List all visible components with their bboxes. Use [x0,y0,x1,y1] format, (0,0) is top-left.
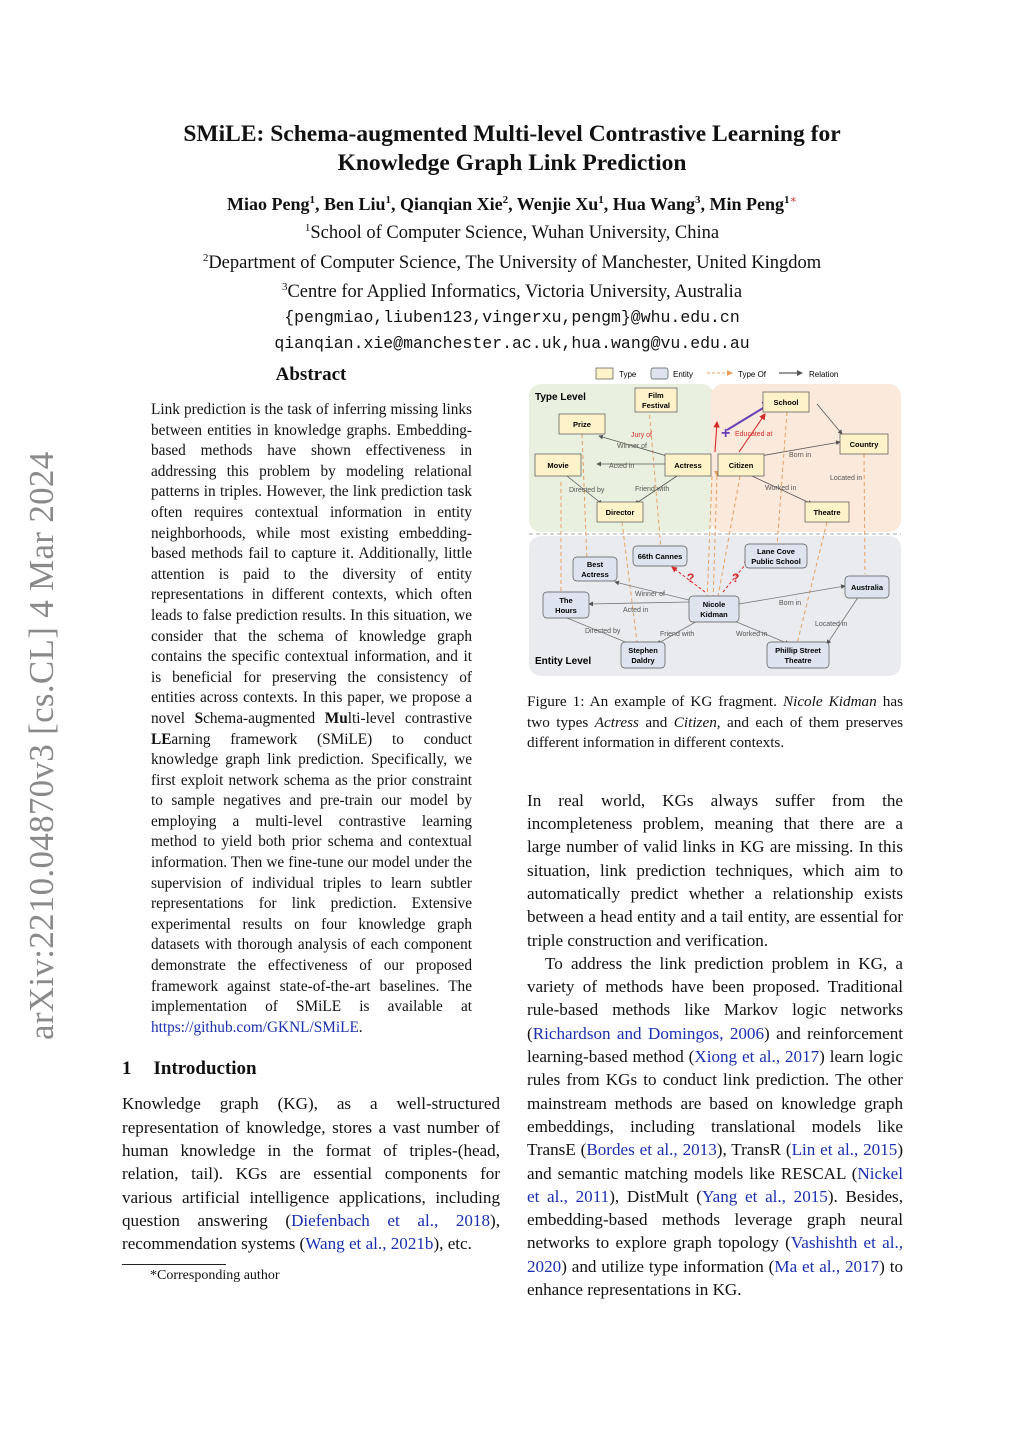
legend-type-of: Type Of [738,370,767,379]
node-label: The [559,596,573,605]
section-heading [122,1058,500,1080]
citation-link[interactable]: Xiong et al., 2017 [694,1047,820,1067]
cross-mark: + [721,425,731,442]
node-label: Lane Cove [757,547,795,556]
legend-type-swatch [596,368,613,379]
left-column [122,364,500,1284]
edge-label: Born in [779,600,802,607]
edge-label: Directed by [585,628,621,635]
node-label: Hours [555,606,577,615]
node-label: Public School [751,557,801,566]
paper-header [120,120,904,357]
edge-label: Acted in [623,607,649,614]
node-label: School [773,398,799,407]
citation-link[interactable]: Vashishth et al., 2020 [527,1233,903,1276]
edge-label: Friend with [660,631,695,638]
node-label: Best [586,560,604,569]
node-label: Daldry [631,656,655,665]
section-number: 1 [122,1058,132,1080]
node-label: Stephen [628,646,658,655]
edge-label: Winner of [635,591,665,598]
right-column [527,364,903,1301]
node-label: Country [849,440,879,449]
edge-label: Educated at [735,431,773,438]
edge-label: Worked in [736,631,768,638]
node-label: Director [605,508,635,517]
edge-label: Friend with [635,486,670,493]
legend-entity-swatch [651,368,668,379]
edge-label: Located in [830,475,863,482]
arxiv-identifier: arXiv:2210.04870v3 [cs.CL] 4 Mar 2024 [22,451,61,1040]
edge-label: Acted in [609,463,635,470]
edge-label: Located in [815,621,848,628]
edge-label: Winner of [617,443,647,450]
citation-link[interactable]: Richardson and Domingos, 2006 [532,1023,765,1043]
paragraph: In real world, KGs always suffer from the incompleteness problem, meaning that there are a large number of valid links in KG are missing. In this situation, link prediction techniques, which aim to automatically predict whether a relationship exists between a head entity and a tail entity, are essential for triple construction and verification. [527,790,903,950]
node-label: Film [648,391,664,400]
author: Min Peng$^{1∗}$ [709,194,797,214]
affiliation: $^2$Department of Computer Science, The University of Manchester, United Kingdom [202,251,822,273]
citation-link[interactable]: Bordes et al., 2013 [586,1140,717,1160]
citation-link[interactable]: Ma et al., 2017 [774,1256,880,1276]
citation-link[interactable]: Diefenbach et al., 2018 [291,1210,491,1230]
entity-level-label: Entity Level [535,656,592,667]
node-label: Kidman [700,610,728,619]
paper-title [120,120,904,178]
email-line: {pengmiao,liuben123,vingerxu,pengm}@whu.edu.cn [284,307,740,327]
author: Miao Peng$^1$ [227,194,316,214]
author: Hua Wang$^3$ [612,194,701,214]
node-label: Prize [573,420,591,429]
node-label: Theatre [813,508,841,517]
intro-paragraph: Knowledge graph (KG), as a well-structured representation of knowledge, stores a vast number of human knowledge in the format of triples-(head, relation, tail). KGs are essential components for various artificial intelligence applications, including question answering (Diefenbach et al., 2018), recommendation systems (Wang et al., 2021b), etc. [122,1094,500,1254]
citation-link[interactable]: Lin et al., 2015 [791,1140,898,1160]
node-label: Actress [581,570,609,579]
author: Qianqian Xie$^2$ [400,194,509,214]
github-link[interactable]: https://github.com/GKNL/SMiLE [151,1018,359,1036]
node-label: 66th Cannes [637,552,683,561]
figure-caption: Figure 1: An example of KG fragment. Nicole Kidman has two types Actress and Citizen, and each of them preserves different information in different contexts. [527,693,903,752]
citation-link[interactable]: Wang et al., 2021b [305,1234,434,1254]
affiliation: $^1$School of Computer Science, Wuhan University, China [304,222,720,244]
email-line: qianqian.xie@manchester.ac.uk,hua.wang@vu.edu.au [274,333,750,353]
node-label: Nicole [702,600,726,609]
node-label: Theatre [784,656,812,665]
abstract-heading: Abstract [275,364,347,385]
title-line-1: SMiLE: Schema-augmented Multi-level Contrastive Learning for [183,121,841,147]
affiliation: $^3$Centre for Applied Informatics, Victoria University, Australia [281,281,743,303]
question-mark: ? [732,571,740,585]
legend-relation: Relation [809,370,839,379]
node-label: Movie [547,461,569,470]
legend-type: Type [619,370,637,379]
author-list: Miao Peng$^1$, Ben Liu$^1$, Qianqian Xie$^2$, Wenjie Xu$^1$, Hua Wang$^3$, Min Peng$^{1∗}$ [227,194,797,214]
question-mark: ? [687,571,695,585]
kg-figure [527,364,903,682]
node-label: Citizen [728,461,754,470]
node-label: Australia [850,583,884,592]
right-body-text [527,789,903,1302]
paragraph: To address the link prediction problem in KG, a variety of methods have been proposed. Traditional rule-based methods like Markov logic networks (Richardson and Domingos, 2006) and reinforcement learning-based method (Xiong et al., 2017) learn logic rules from KGs to conduct link prediction. The other mainstream methods are based on knowledge graph embeddings, including translational models like TransE (Bordes et al., 2013), TransR (Lin et al., 2015) and semantic matching models like RESCAL (Nickel et al., 2011), DistMult (Yang et al., 2015). Besides, embedding-based methods leverage graph neural networks to explore graph topology (Vashishth et al., 2020) and utilize type information (Ma et al., 2017) to enhance representations in KG. [527,953,904,1300]
edge-label: Worked in [765,485,797,492]
corresponding-mark: ∗ [789,194,797,206]
citation-link[interactable]: Yang et al., 2015 [702,1186,828,1206]
title-line-2: Knowledge Graph Link Prediction [337,150,687,176]
citation-link[interactable]: Nickel et al., 2011 [527,1163,903,1206]
footnote: *Corresponding author [150,1268,280,1284]
footnote-rule [122,1264,226,1265]
section-title: Introduction [153,1058,257,1080]
edge-label: Jury of [631,432,653,439]
legend-entity: Entity [673,370,694,379]
edge-label: Born in [789,452,812,459]
node-label: Phillip Street [775,646,821,655]
author: Ben Liu$^1$ [324,194,392,214]
node-label: Actress [674,461,702,470]
type-level-label: Type Level [535,392,586,403]
kg-diagram [527,364,903,682]
author: Wenjie Xu$^1$ [516,194,604,214]
node-label: Festival [642,401,670,410]
abstract-body: Link prediction is the task of inferring missing links between entities in knowledge graphs. Embedding-based methods have shown effectiveness in addressing this problem by modeling relational patterns in triples. However, the link prediction task often requires contextual information in entity neighborhoods, while most existing embedding-based methods fail to capture it. Additionally, little attention is paid to the diversity of entity representations in different contexts, which often leads to false prediction results. In this situation, we consider that the schema of knowledge graph contains the specific contextual information, and it is beneficial for preserving the consistency of entities across contexts. In this paper, we propose a novel Schema-augmented Multi-level contrastive LEarning framework (SMiLE) to conduct knowledge graph link prediction. Specifically, we first exploit network schema as the prior constraint to sample negatives and pre-train our model by employing a multi-level contrastive learning method to yield both prior schema and contextual information. Then we fine-tune our model under the supervision of individual triples to learn subtler representations for link prediction. Extensive experimental results on four knowledge graph datasets with thorough analysis of each component demonstrate the effectiveness of our proposed framework against state-of-the-art baselines. The implementation of SMiLE is available at https://github.com/GKNL/SMiLE. [151,401,472,1036]
edge-label: Directed by [569,487,605,494]
legend [596,368,838,379]
